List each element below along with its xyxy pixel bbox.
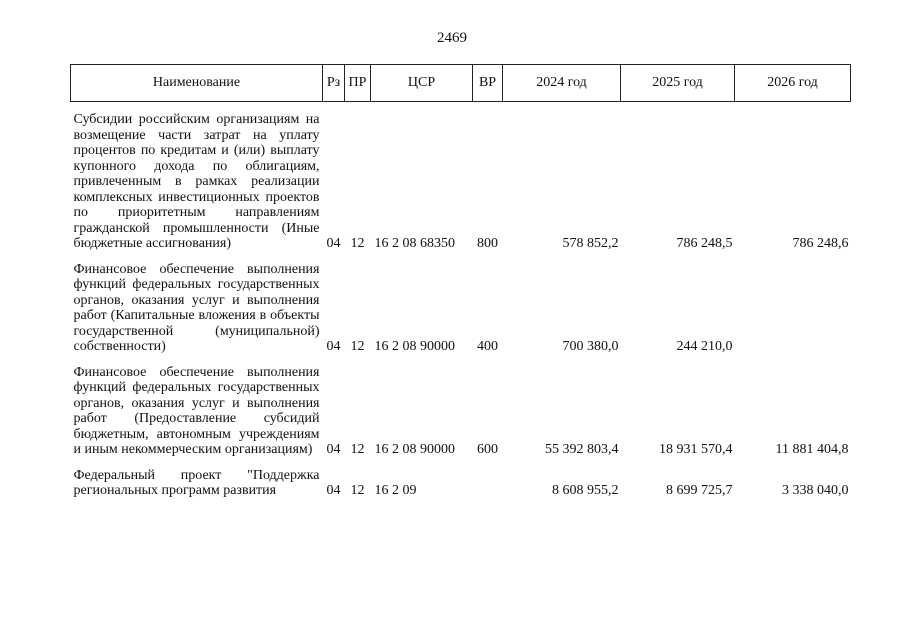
table-row [71, 112, 851, 252]
row-2026: 3 338 040,0 [782, 483, 849, 498]
row-vr: 800 [477, 236, 498, 251]
row-2024: 8 608 955,2 [552, 483, 619, 498]
row-vr: 400 [477, 339, 498, 354]
row-2025: 18 931 570,4 [659, 442, 733, 457]
row-name: Субсидии российским организациям на возмещение части затрат на уплату процентов по кредитам и (или) выплату купонного дохода по облигациям, привлеченным в рамках реализации комплексных инвестиционных проектов по приоритетным направлениям гражданской промышленности (Иные бюджетные ассигнования) [73, 112, 320, 251]
row-pr: 12 [350, 442, 365, 457]
page-number: 2469 [437, 30, 467, 46]
header-csr: ЦСР [371, 65, 473, 102]
row-pr: 12 [350, 339, 365, 354]
row-rz: 04 [326, 442, 341, 457]
header-name: Наименование [71, 65, 323, 102]
header-pr: ПР [345, 65, 371, 102]
header-vr: ВР [473, 65, 503, 102]
header-2026: 2026 год [735, 65, 851, 102]
table-row [71, 468, 851, 499]
header-rz: Рз [323, 65, 345, 102]
table-row [71, 365, 851, 458]
header-2024: 2024 год [503, 65, 621, 102]
row-vr: 600 [477, 442, 498, 457]
row-2026 [735, 262, 851, 355]
row-csr: 16 2 08 90000 [374, 442, 455, 457]
row-rz: 04 [326, 236, 341, 251]
table-row [71, 262, 851, 355]
row-2024: 55 392 803,4 [545, 442, 619, 457]
row-csr: 16 2 09 [374, 483, 417, 498]
row-csr: 16 2 08 68350 [374, 236, 455, 251]
row-2026: 11 881 404,8 [775, 442, 849, 457]
row-2025: 244 210,0 [676, 339, 733, 354]
row-2026: 786 248,6 [792, 236, 849, 251]
row-rz: 04 [326, 339, 341, 354]
row-rz: 04 [326, 483, 341, 498]
row-name: Финансовое обеспечение выполнения функций федеральных государственных органов, оказания услуг и выполнения работ (Капитальные вложения в объекты государственной (муниципальной) собственности) [73, 261, 320, 354]
row-2024: 578 852,2 [562, 236, 619, 251]
row-pr: 12 [350, 236, 365, 251]
row-pr: 12 [350, 483, 365, 498]
row-2025: 786 248,5 [676, 236, 733, 251]
table-header-row [71, 65, 851, 102]
row-name: Федеральный проект "Поддержка региональных программ развития [73, 467, 320, 498]
row-csr: 16 2 08 90000 [374, 339, 455, 354]
row-2024: 700 380,0 [562, 339, 619, 354]
row-name: Финансовое обеспечение выполнения функций федеральных государственных органов, оказания услуг и выполнения работ (Предоставление субсидий бюджетным, автономным учреждениям и иным некоммерческим организациям) [73, 364, 320, 457]
budget-table [70, 64, 851, 499]
row-vr [473, 468, 503, 499]
header-2025: 2025 год [621, 65, 735, 102]
row-2025: 8 699 725,7 [666, 483, 733, 498]
